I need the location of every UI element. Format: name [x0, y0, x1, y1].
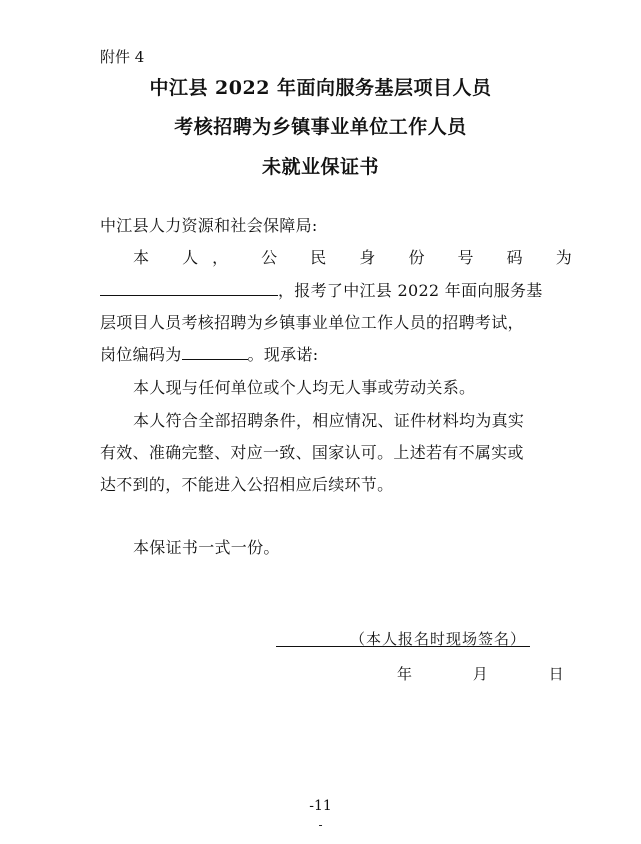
pledge-line-2 — [100, 278, 541, 301]
document-title-line-3: 未就业保证书 — [261, 156, 379, 178]
pledge-line-3: 层项目人员考核招聘为乡镇事业单位工作人员的招聘考试， — [100, 313, 524, 332]
signature-line — [276, 646, 530, 647]
pledge-line-2-text: ，报考了中江县 2022 年面向服务基 — [278, 281, 543, 300]
addressee: 中江县人力资源和社会保障局: — [100, 216, 318, 235]
no-employment-statement: 本人现与任何单位或个人均无人事或劳动关系。 — [133, 378, 476, 397]
date-day-label: 日 — [548, 665, 564, 683]
pledge-id-label: ， 公 民 身 份 号 码 为 — [212, 248, 586, 267]
qualification-statement-line-1: 本人符合全部招聘条件，相应情况、证件材料均为真实 — [133, 411, 525, 430]
date-year-label: 年 — [397, 665, 413, 683]
page-number: -11 — [309, 798, 332, 814]
position-code-label: 岗位编码为 — [100, 345, 182, 364]
document-title-line-2: 考核招聘为乡镇事业单位工作人员 — [174, 116, 467, 138]
document-title-line-1: 中江县 2022 年面向服务基层项目人员 — [149, 77, 492, 99]
qualification-statement-line-3: 达不到的，不能进入公招相应后续环节。 — [100, 475, 394, 494]
date-line — [397, 663, 564, 684]
id-number-blank — [100, 281, 278, 296]
pledge-name-prefix: 本 人 — [133, 248, 213, 267]
date-month-label: 月 — [472, 665, 488, 683]
copies-note: 本保证书一式一份。 — [133, 538, 280, 557]
qualification-statement-line-2: 有效、准确完整、对应一致、国家认可。上述若有不属实或 — [100, 443, 524, 462]
pledge-line-4 — [100, 342, 318, 365]
attachment-label: 附件 4 — [100, 48, 145, 66]
pledge-line-1 — [133, 245, 586, 268]
position-code-blank — [182, 345, 248, 360]
signature-label: （本人报名时现场签名） — [350, 630, 527, 648]
pledge-line-4-suffix: 。现承诺: — [247, 345, 319, 364]
page-dash: - — [318, 818, 323, 832]
